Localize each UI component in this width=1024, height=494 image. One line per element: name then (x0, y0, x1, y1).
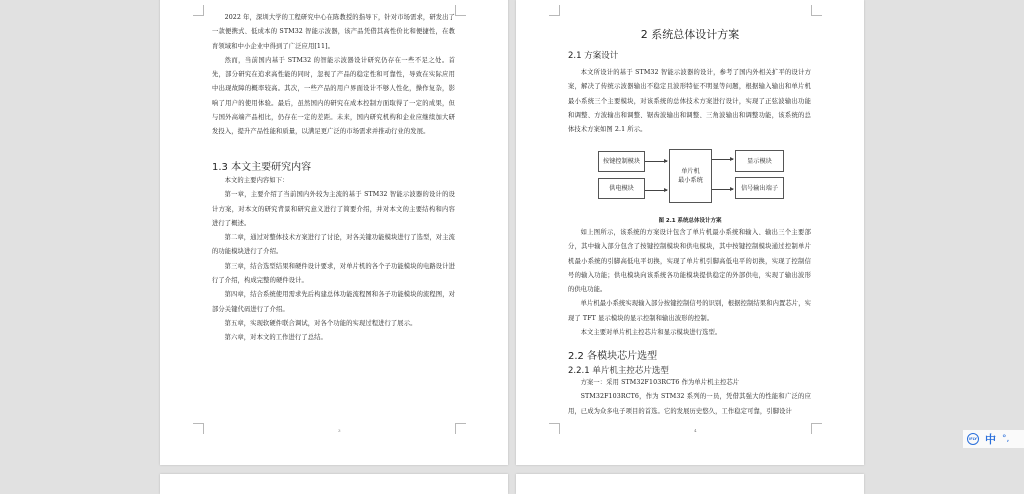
box-mcu (669, 149, 712, 203)
margin-mark-bottom-right (455, 423, 466, 434)
page-number: 3 (338, 428, 341, 433)
paragraph: 第六章，对本文的工作进行了总结。 (224, 334, 327, 342)
paragraph: 然而，当前国内基于 STM32 的智能示波器设计研究仍存在一些不足之处。首先，部分研究在追求高性能的同时，忽视了产品的稳定性和可靠性，导致在实际应用中出现故障的概率较高。其次，一些产品的用户界面设计不够人性化，操作复杂，影响了用户的使用体验。最后，虽然国内的研究在成本控制方面取得了一定的成果，但与国外高端产品相比，仍存在一定的差距。未来，国内研究机构和企业应继续加大研发投入，提升产品性能和质量，以满足更广泛的市场需求并推动行业的发展。 (212, 56, 455, 136)
section-heading-2-1: 2.1 方案设计 (568, 51, 619, 61)
body-text-2-2-1[interactable] (568, 376, 811, 419)
page-6 (516, 474, 864, 494)
page-number: 4 (694, 428, 697, 433)
page-5 (160, 474, 508, 494)
paragraph: 方案一：采用 STM32F103RCT6 作为单片机主控芯片 (580, 379, 740, 386)
section-heading-2-2: 2.2 各模块芯片选型 (568, 351, 658, 362)
arrow-key-to-mcu (645, 161, 667, 162)
paragraph: 2022 年，深圳大学的工程研究中心在陈教授的指导下，针对市场需求，研发出了一款便携式、低成本的 STM32 智能示波器，该产品凭借其高性价比和便捷性，在教育领域和中小企业中得到了广泛应用[11]。 (212, 14, 455, 50)
arrow-mcu-to-signal (712, 189, 733, 190)
box-key-control: 按键控制模块 (598, 151, 645, 172)
section-heading-1-3: 1.3 本文主要研究内容 (212, 162, 312, 173)
section-heading-2-2-1: 2.2.1 单片机主控芯片选型 (568, 366, 669, 376)
paragraph: 第二章，通过对整体技术方案进行了讨论，对各关键功能模块进行了选型，对主流的功能模块进行了介绍。 (212, 234, 455, 256)
ifly-logo-icon[interactable]: iFLY (967, 433, 979, 445)
paragraph: 本文所设计的基于 STM32 智能示波器的设计，参考了国内外相关扩平的设计方案，解决了传统示波器输出不稳定且波形特征不明显等问题，根据输入输出和单片机最小系统三个主要模块，对该系统的总体技术方案进行设计，实现了正弦波输出功能和调整、方波输出和调整、锯齿波输出和调整、三角波输出和调整功能，该系统的总体技术方案如图 2.1 所示。 (568, 69, 811, 134)
body-text-2-1[interactable] (568, 66, 811, 137)
body-text-section[interactable] (212, 174, 455, 346)
arrow-power-to-mcu (645, 190, 667, 191)
margin-mark-top-right (455, 5, 466, 16)
mcu-label-1: 单片机 (681, 168, 700, 175)
margin-mark-bottom-left (549, 423, 560, 434)
page-3 (160, 0, 508, 465)
mcu-label-2: 最小系统 (678, 177, 703, 184)
box-power: 供电模块 (598, 178, 645, 199)
ime-language-toggle[interactable]: 中 (985, 433, 996, 446)
paragraph: 第四章，结合系统使用需求先后构建总体功能流程图和各子功能模块的流程图，对部分关键代码进行了介绍。 (212, 291, 455, 313)
paragraph: 第五章，实现软硬件联合调试，对各个功能的实现过程进行了展示。 (224, 319, 417, 327)
paragraph: 单片机最小系统实现输入部分按键控制信号的识别，根据控制结果和内置芯片，实现了 TFT 显示模块的显示控制和输出波形的控制。 (568, 300, 811, 322)
margin-mark-top-left (549, 5, 560, 16)
margin-mark-top-left (193, 5, 204, 16)
paragraph: 如上图所示，该系统的方案设计包含了单片机最小系统和输入、输出三个主要部分，其中输入部分包含了按键控制模块和供电模块，其中按键控制模块通过控制单片机最小系统的引脚高低电平切换，实现了单片机引脚高低电平的切换，实现了控制信号的输入功能；供电模块向该系统各功能模块提供稳定的外部供电，实现了输出波形的供电功能。 (568, 229, 811, 294)
paragraph: STM32F103RCT6，作为 STM32 系列的一员，凭借其强大的性能和广泛的应用，已成为众多电子项目的首选。它的发展历史悠久，工作稳定可靠，引脚设计 (568, 393, 811, 415)
ime-toolbar[interactable] (963, 430, 1024, 448)
body-text-after-figure[interactable] (568, 226, 811, 340)
margin-mark-bottom-right (811, 423, 822, 434)
box-display: 显示模块 (735, 150, 784, 172)
figure-caption: 图 2.1 系统总体设计方案 (658, 218, 722, 224)
margin-mark-top-right (811, 5, 822, 16)
body-text-top[interactable] (212, 11, 455, 140)
paragraph: 本文主要对单片机主控芯片和显示模块进行选型。 (580, 329, 722, 337)
margin-mark-bottom-left (193, 423, 204, 434)
arrow-mcu-to-display (712, 159, 733, 160)
paragraph: 本文的主要内容如下： (224, 177, 289, 184)
punctuation-toggle-icon[interactable]: °, (1002, 434, 1010, 444)
paragraph: 第一章，主要介绍了当前国内外较为主流的基于 STM32 智能示波器的设计的设计方案，对本文的研究背景和研究意义进行了简要介绍，并对本文的主要结构和内容进行了概述。 (212, 191, 455, 227)
box-signal-output: 信号输出端子 (735, 177, 784, 199)
paragraph: 第三章，结合选型结果和硬件设计要求，对单片机的各个子功能模块的电路设计进行了介绍，构成完整的硬件设计。 (212, 262, 455, 285)
chapter-title: 2 系统总体设计方案 (640, 28, 740, 41)
page-4 (516, 0, 864, 465)
